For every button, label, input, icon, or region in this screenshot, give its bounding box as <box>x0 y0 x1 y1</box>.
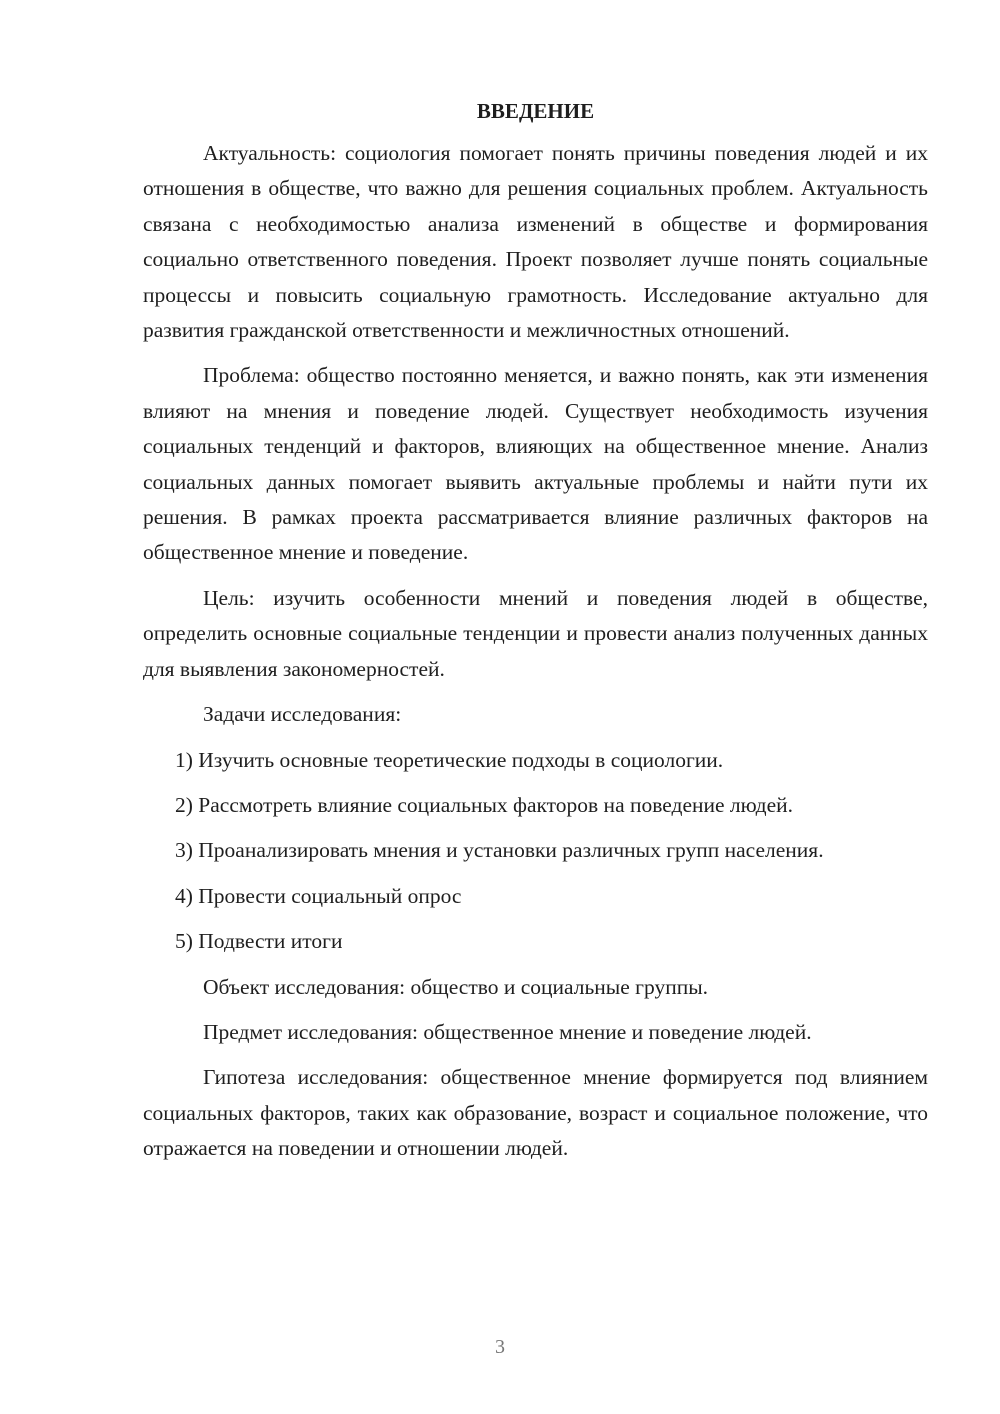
paragraph-subject: Предмет исследования: общественное мнение и поведение людей. <box>203 1019 812 1044</box>
list-item: 2) Рассмотреть влияние социальных факторов на поведение людей. <box>175 792 793 817</box>
tasks-list <box>143 743 928 960</box>
paragraph-relevance: Актуальность: социология помогает понять причины поведения людей и их отношения в обществе, что важно для решения социальных проблем. Актуальность связана с необходимостью анализа изменений в обществе и формирования социально ответственного поведения. Проект позволяет лучше понять социальные процессы и повысить социальную грамотность. Исследование актуально для развития гражданской ответственности и межличностных отношений. <box>143 141 928 343</box>
page-content <box>143 96 928 1177</box>
section-title: ВВЕДЕНИЕ <box>476 99 595 123</box>
paragraph-hypothesis: Гипотеза исследования: общественное мнение формируется под влиянием социальных факторов, таких как образование, возраст и социальное положение, что отражается на поведении и отношении людей. <box>143 1065 928 1161</box>
list-item: 5) Подвести итоги <box>175 929 343 954</box>
page-number: 3 <box>495 1336 505 1358</box>
tasks-heading: Задачи исследования: <box>203 702 402 727</box>
paragraph-goal: Цель: изучить особенности мнений и поведения людей в обществе, определить основные социальные тенденции и провести анализ полученных данных для выявления закономерностей. <box>143 585 928 681</box>
paragraph-problem: Проблема: общество постоянно меняется, и важно понять, как эти изменения влияют на мнения и поведение людей. Существует необходимость изучения социальных тенденций и факторов, влияющих на общественное мнение. Анализ социальных данных помогает выявить актуальные проблемы и найти пути их решения. В рамках проекта рассматривается влияние различных факторов на общественное мнение и поведение. <box>143 363 928 565</box>
list-item: 1) Изучить основные теоретические подходы в социологии. <box>175 747 724 772</box>
list-item: 4) Провести социальный опрос <box>175 883 462 908</box>
paragraph-object: Объект исследования: общество и социальные группы. <box>203 974 709 999</box>
list-item: 3) Проанализировать мнения и установки различных групп населения. <box>175 838 824 863</box>
